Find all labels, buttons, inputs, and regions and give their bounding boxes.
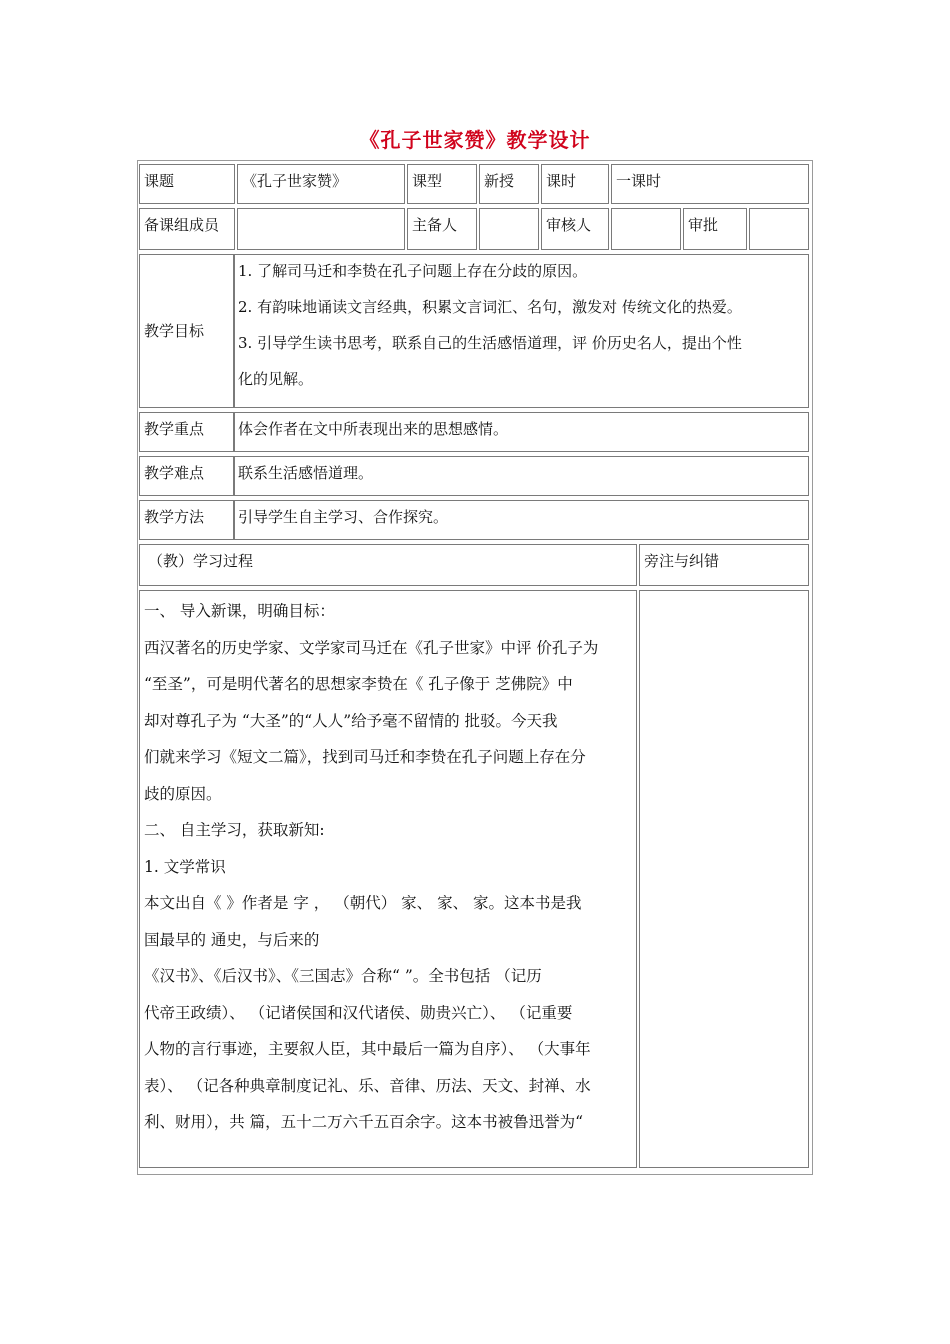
process-line: 一、 导入新课，明确目标： <box>144 602 335 620</box>
approval-value <box>749 208 809 250</box>
lesson-type-value: 新授 <box>479 164 539 204</box>
label-objectives: 教学目标 <box>139 254 235 408</box>
process-header: （教）学习过程 <box>139 544 637 586</box>
process-line: 利、财用），共 篇，五十二万六千五百余字。这本书被鲁迅誉为“ <box>144 1113 584 1131</box>
process-line: 二、 自主学习，获取新知: <box>144 821 325 839</box>
lead-preparer-value <box>479 208 539 250</box>
class-hours-value: 一课时 <box>611 164 809 204</box>
prep-members-value <box>237 208 405 250</box>
objective-item-3-line-1: 3. 引导学生读书思考，联系自己的生活感悟道理，评 价历史名人，提出个性 <box>238 334 742 352</box>
label-reviewer: 审核人 <box>541 208 609 250</box>
process-line: 《汉书》、《后汉书》、《三国志》合称“ ”。全书包括 （记历 <box>144 967 542 985</box>
label-prep-members: 备课组成员 <box>139 208 235 250</box>
label-difficulty: 教学难点 <box>139 456 235 496</box>
process-line: 人物的言行事迹，主要叙人臣，其中最后一篇为自序）、 （大事年 <box>144 1040 591 1058</box>
process-line: 代帝王政绩）、 （记诸侯国和汉代诸侯、勋贵兴亡）、 （记重要 <box>144 1003 573 1022</box>
objective-item-3-line-2: 化的见解。 <box>238 370 314 388</box>
objectives-content <box>233 254 809 408</box>
label-lead-preparer: 主备人 <box>407 208 477 250</box>
method-content: 引导学生自主学习、合作探究。 <box>233 500 809 540</box>
process-line: 1. 文学常识 <box>144 857 226 876</box>
process-line: 表）、 （记各种典章制度记礼、乐、音律、历法、天文、封禅、水 <box>144 1076 591 1095</box>
label-lesson-type: 课型 <box>407 164 477 204</box>
process-line: “至圣”，可是明代著名的思想家李贽在《 孔子像于 芝佛院》中 <box>144 675 573 693</box>
annotation-column <box>639 590 809 1168</box>
objective-item-2: 2. 有韵味地诵读文言经典，积累文言词汇、名句，激发对 传统文化的热爱。 <box>238 298 742 316</box>
process-line: 歧的原因。 <box>144 784 222 803</box>
objective-item-1: 1. 了解司马迁和李贽在孔子问题上存在分歧的原因。 <box>238 262 588 280</box>
process-content <box>139 590 637 1168</box>
key-point-content: 体会作者在文中所表现出来的思想感情。 <box>233 412 809 452</box>
difficulty-content: 联系生活感悟道理。 <box>233 456 809 496</box>
label-method: 教学方法 <box>139 500 235 540</box>
process-line: 西汉著名的历史学家、文学家司马迁在《孔子世家》中评 价孔子为 <box>144 638 599 657</box>
label-key-point: 教学重点 <box>139 412 235 452</box>
annotation-header: 旁注与纠错 <box>639 544 809 586</box>
process-line: 却对尊孔子为 “大圣”的“人人”给予毫不留情的 批驳。今天我 <box>144 711 558 730</box>
process-line: 们就来学习《短文二篇》，找到司马迁和李贽在孔子问题上存在分 <box>144 748 586 766</box>
label-approval: 审批 <box>683 208 747 250</box>
process-line: 本文出自《 》作者是 字 ， （朝代） 家、 家、 家。这本书是我 <box>144 894 582 912</box>
page-title: 《孔子世家赞》教学设计 <box>359 128 591 152</box>
label-class-hours: 课时 <box>541 164 609 204</box>
topic-value: 《孔子世家赞》 <box>237 164 405 204</box>
process-line: 国最早的 通史，与后来的 <box>144 930 320 949</box>
reviewer-value <box>611 208 681 250</box>
label-topic: 课题 <box>139 164 235 204</box>
